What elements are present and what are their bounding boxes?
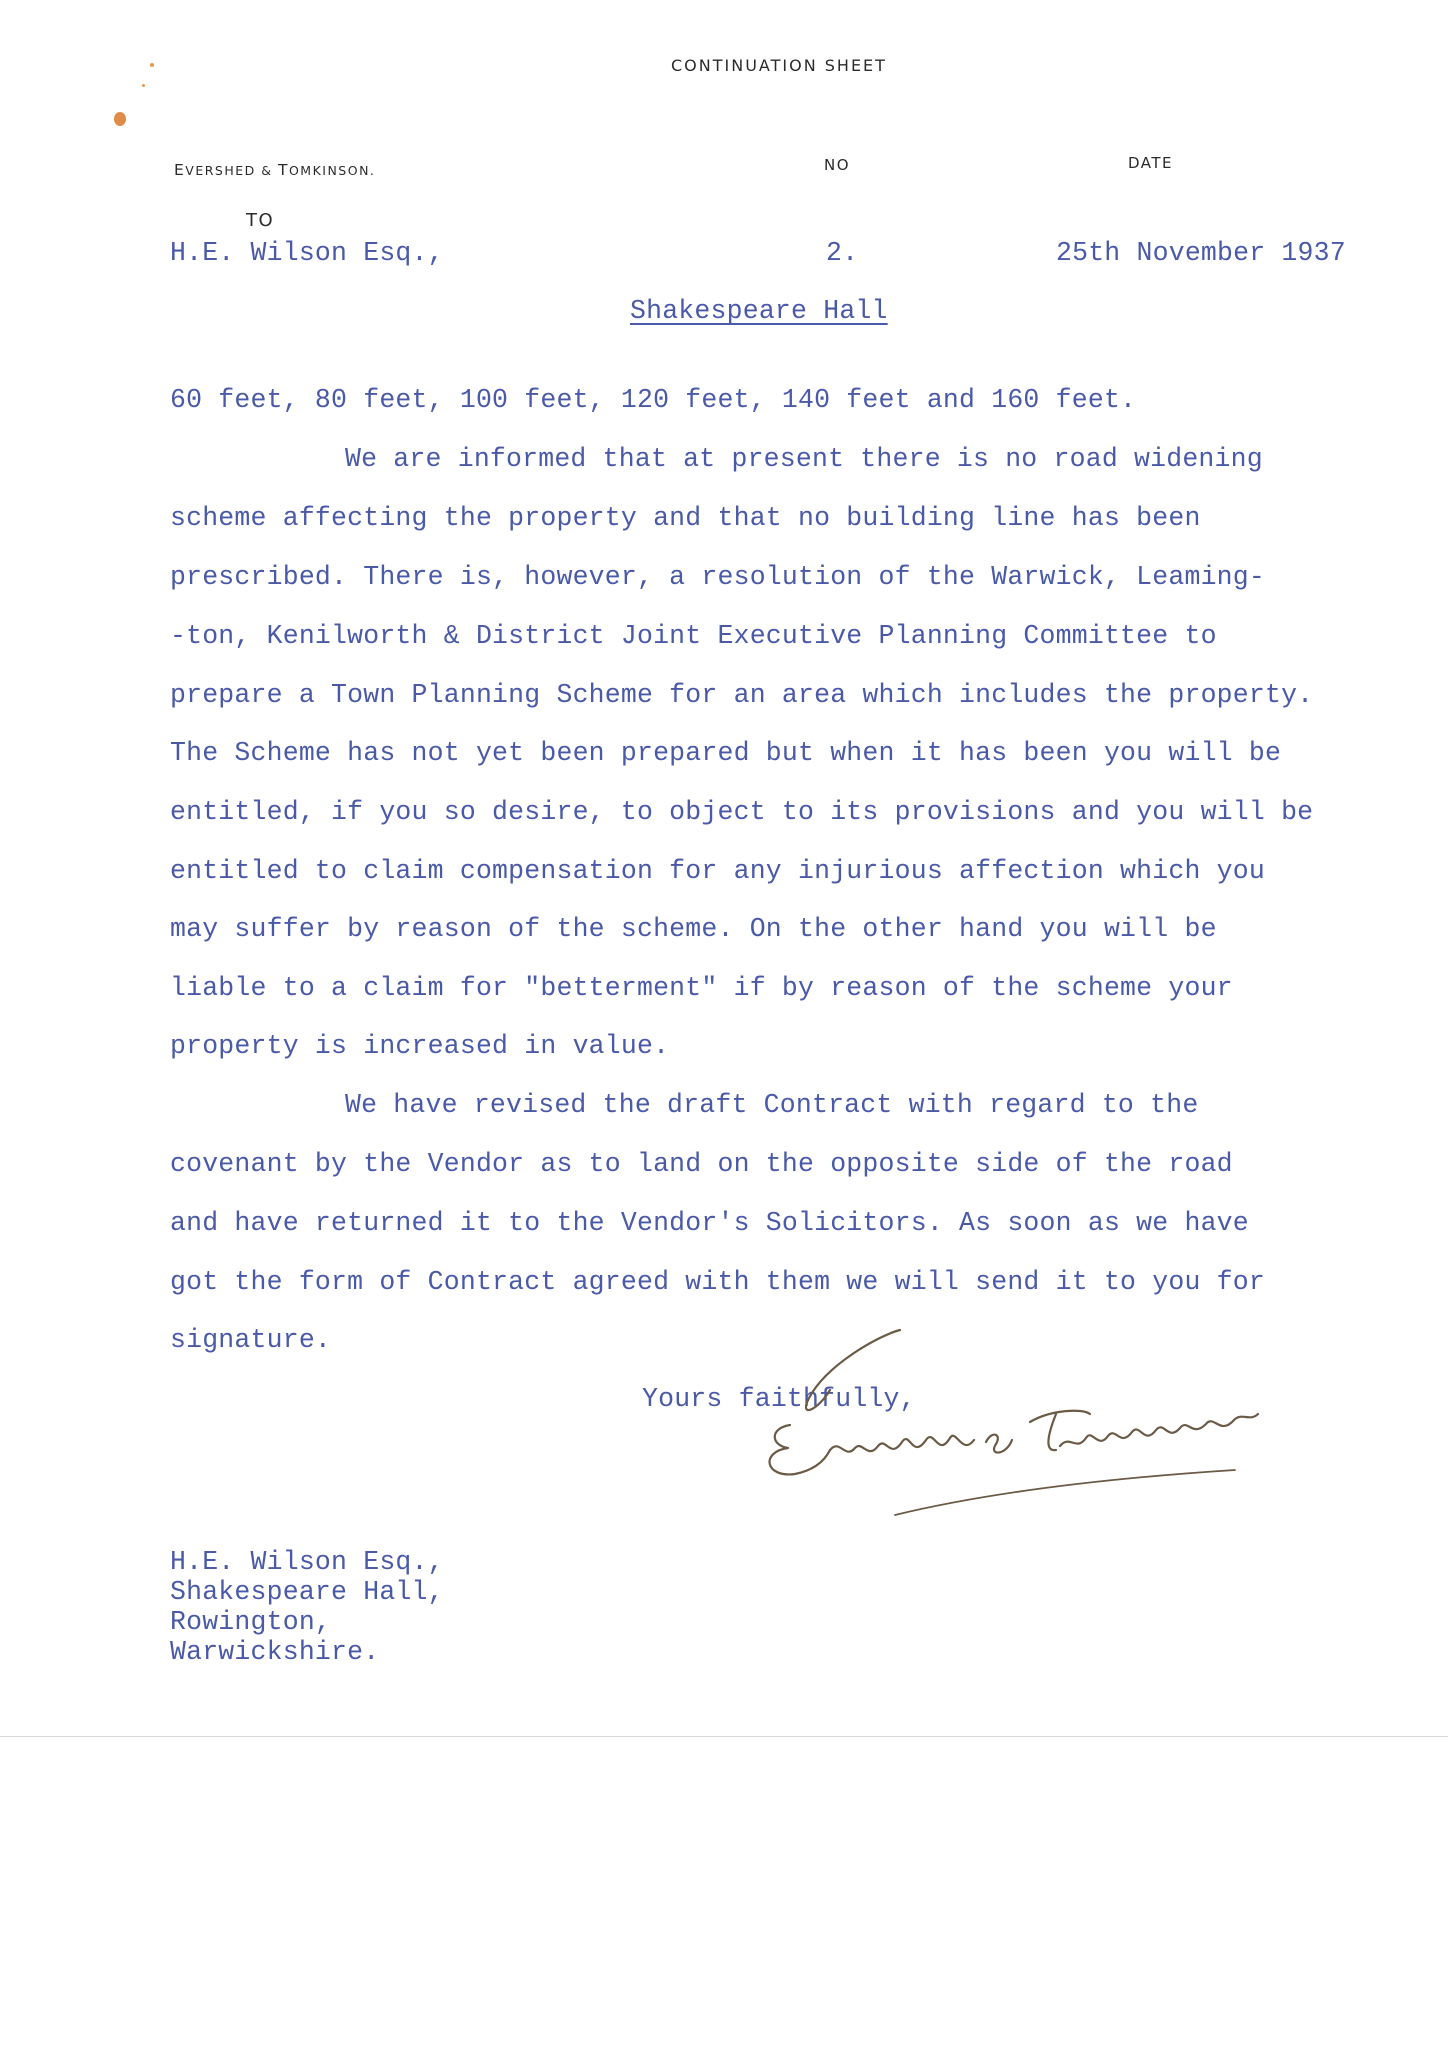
body-line: -ton, Kenilworth & District Joint Executive Planning Committee to [170,621,1217,651]
body-line: prepare a Town Planning Scheme for an area which includes the property. [170,680,1314,710]
body-line: and have returned it to the Vendor's Solicitors. As soon as we have [170,1208,1249,1238]
no-label: NO [824,156,851,174]
to-label: TO [246,210,275,231]
address-line: Shakespeare Hall, [170,1577,444,1607]
body-line: signature. [170,1325,332,1355]
stain-mark-tiny [142,84,145,87]
body-line: entitled, if you so desire, to object to its provisions and you will be [170,797,1314,827]
recipient-name: H.E. Wilson Esq., [170,238,444,268]
body-line: The Scheme has not yet been prepared but when it has been you will be [170,738,1282,768]
firm-name-initial-t: T [277,161,289,179]
address-line: Warwickshire. [170,1637,380,1667]
date-label: DATE [1128,154,1174,172]
address-line: H.E. Wilson Esq., [170,1547,444,1577]
body-line: entitled to claim compensation for any injurious affection which you [170,856,1265,886]
firm-name [174,160,375,179]
continuation-sheet-label: CONTINUATION SHEET [671,56,887,75]
body-line: covenant by the Vendor as to land on the opposite side of the road [170,1149,1233,1179]
address-line: Rowington, [170,1607,332,1637]
stain-mark [114,112,126,126]
closing-salutation: Yours faithfully, [642,1384,916,1414]
stain-mark-small [150,63,154,67]
page-number: 2. [826,238,859,268]
firm-name-initial-e: E [174,161,186,179]
body-line: scheme affecting the property and that no building line has been [170,503,1201,533]
signature [730,1310,1290,1550]
body-line: got the form of Contract agreed with them we will send it to you for [170,1267,1265,1297]
body-line: may suffer by reason of the scheme. On the other hand you will be [170,914,1217,944]
body-line: We have revised the draft Contract with regard to the [345,1090,1199,1120]
fold-line [0,1736,1448,1737]
body-line: We are informed that at present there is no road widening [345,444,1263,474]
firm-name-part-2: OMKINSON. [288,163,376,178]
body-line: liable to a claim for "betterment" if by reason of the scheme your [170,973,1233,1003]
body-line: prescribed. There is, however, a resolution of the Warwick, Leaming- [170,562,1265,592]
subject-heading: Shakespeare Hall [630,296,888,326]
body-line: 60 feet, 80 feet, 100 feet, 120 feet, 140 feet and 160 feet. [170,385,1137,415]
letter-date: 25th November 1937 [1056,238,1346,268]
body-line: property is increased in value. [170,1031,670,1061]
firm-name-part-1: VERSHED & [185,163,278,178]
